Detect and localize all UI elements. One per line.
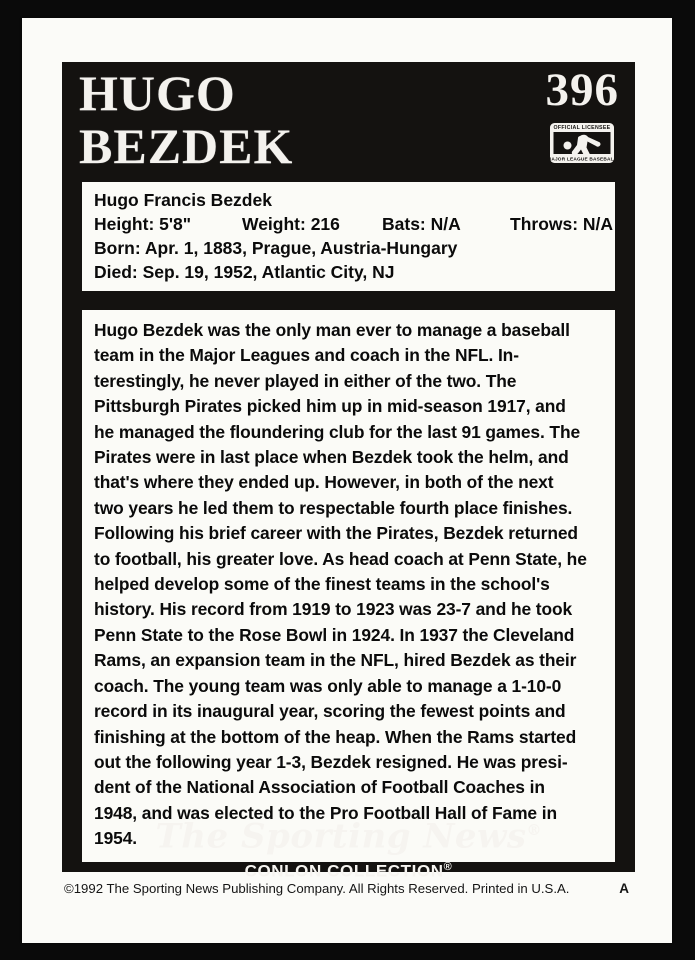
footer-branding xyxy=(62,810,635,882)
player-name xyxy=(79,67,293,173)
registered-trademark-icon-2: ® xyxy=(443,861,453,874)
biography-line: he managed the floundering club for the last 91 games. The xyxy=(94,421,581,442)
bio-vitals-row xyxy=(82,212,615,236)
bio-height: Height: 5'8" xyxy=(94,214,192,234)
biography-line: to football, his greater love. As head coach at Penn State, he xyxy=(94,548,587,569)
biography-line: team in the Major Leagues and coach in the NFL. In- xyxy=(94,345,519,366)
player-name-first: HUGO xyxy=(79,65,236,121)
player-name-last: BEZDEK xyxy=(79,118,294,174)
bio-panel xyxy=(82,182,615,291)
biography-panel xyxy=(82,310,615,862)
biography-line: 1948, and was elected to the Pro Football Hall of Fame in xyxy=(94,802,557,823)
biography-line: Hugo Bezdek was the only man ever to manage a baseball xyxy=(94,320,570,340)
sporting-news-wordmark: The Sporting News xyxy=(155,816,527,857)
biography-line: 1954. xyxy=(94,828,138,849)
conlon-collection-label xyxy=(62,857,635,882)
biography-text xyxy=(82,318,615,852)
biography-line: Pirates were in last place when Bezdek took the helm, and xyxy=(94,447,569,468)
baseball-card-back xyxy=(22,18,672,943)
bio-died: Died: Sep. 19, 1952, Atlantic City, NJ xyxy=(94,262,395,282)
biography-line: dent of the National Association of Football Coaches in xyxy=(94,777,545,798)
card-header xyxy=(62,62,635,182)
copyright-text: ©1992 The Sporting News Publishing Company. All Rights Reserved. Printed in U.S.A. xyxy=(64,881,570,896)
biography-line: helped develop some of the finest teams in the school's xyxy=(94,574,550,595)
biography-line: coach. The young team was only able to manage a 1-10-0 xyxy=(94,675,562,696)
biography-line: Pittsburgh Pirates picked him up in mid-season 1917, and xyxy=(94,396,566,417)
biography-line: two years he led them to respectable fourth place finishes. xyxy=(94,497,573,518)
mlb-official-licensee-logo xyxy=(549,122,615,164)
biography-line: finishing at the bottom of the heap. When the Rams started xyxy=(94,726,577,747)
mlb-logo-bottom-text: MAJOR LEAGUE BASEBALL xyxy=(549,157,615,163)
bio-born: Born: Apr. 1, 1883, Prague, Austria-Hungary xyxy=(94,238,458,258)
biography-line: that's where they ended up. However, in both of the next xyxy=(94,472,554,493)
series-code: A xyxy=(619,881,629,896)
conlon-collection-text: CONLON COLLECTION xyxy=(244,861,444,881)
sporting-news-logo xyxy=(62,810,635,856)
biography-line: Rams, an expansion team in the NFL, hired Bezdek as their xyxy=(94,650,577,671)
biography-line: out the following year 1-3, Bezdek resigned. He was presi- xyxy=(94,751,568,772)
biography-line: record in its inaugural year, scoring the fewest points and xyxy=(94,701,566,722)
bio-throws: Throws: N/A xyxy=(510,214,614,234)
printed-black-panel xyxy=(62,62,635,881)
bio-full-name: Hugo Francis Bezdek xyxy=(94,190,272,210)
biography-line: Penn State to the Rose Bowl in 1924. In 1937 the Cleveland xyxy=(94,624,575,645)
card-number: 396 xyxy=(545,64,619,116)
registered-trademark-icon: ® xyxy=(526,821,542,839)
bio-weight: Weight: 216 xyxy=(242,214,340,234)
biography-line: terestingly, he never played in either of the two. The xyxy=(94,370,517,391)
mlb-logo-top-text: OFFICIAL LICENSEE xyxy=(553,125,611,131)
bio-bats: Bats: N/A xyxy=(382,214,461,234)
biography-line: Following his brief career with the Pirates, Bezdek returned xyxy=(94,523,578,544)
biography-line: history. His record from 1919 to 1923 was 23-7 and he took xyxy=(94,599,573,620)
